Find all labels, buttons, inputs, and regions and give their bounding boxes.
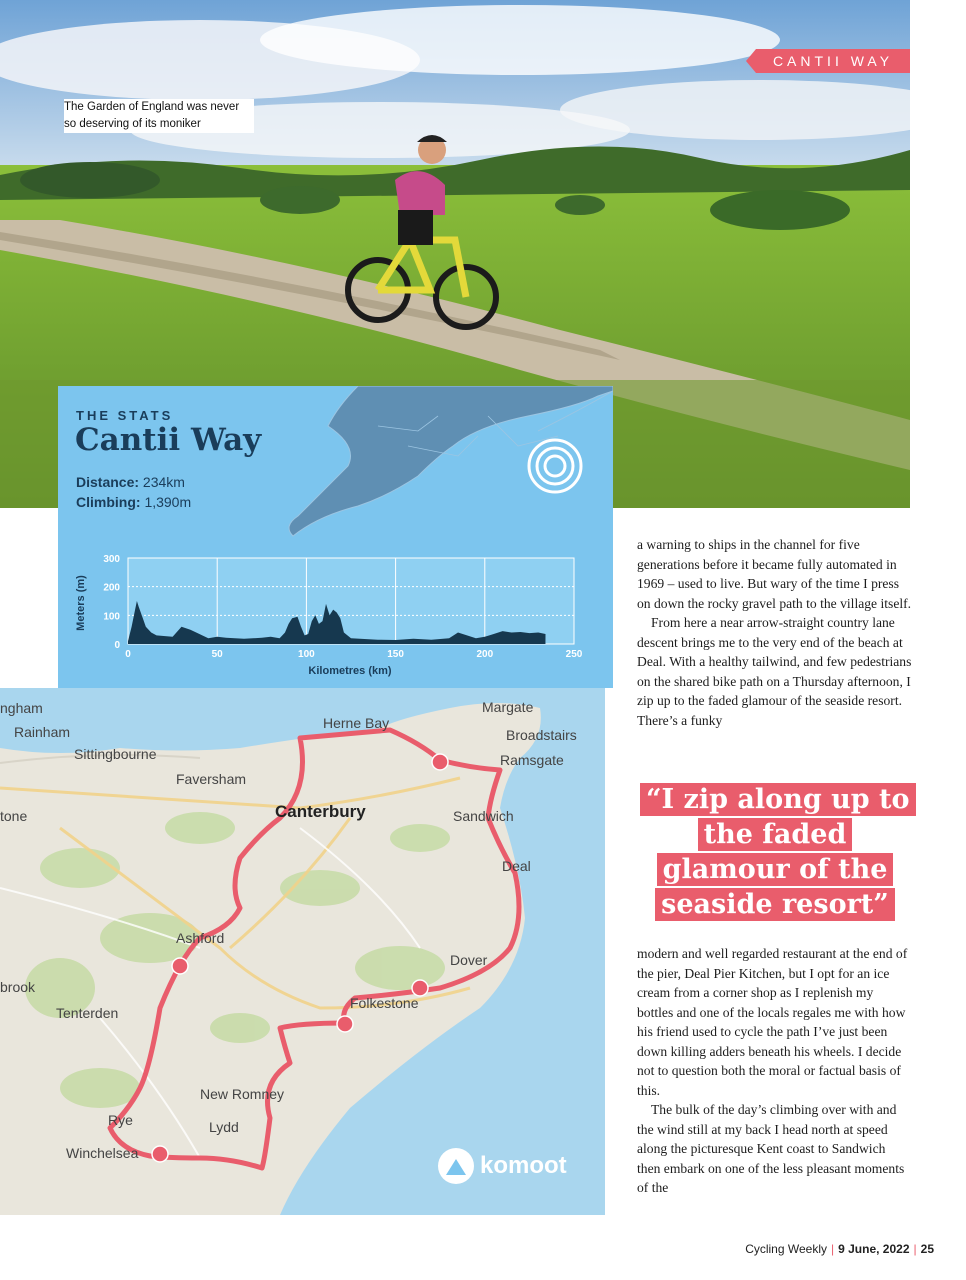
map-label-sittingbourne: Sittingbourne [74, 746, 157, 762]
elevation-x-tick-label: 250 [565, 649, 583, 660]
elevation-y-tick-label: 200 [103, 582, 120, 594]
map-label-canterbury: Canterbury [275, 802, 366, 821]
distance-value: 234km [142, 474, 185, 490]
article-paragraph: a warning to ships in the channel for five generations before it became fully automated in 1969 – used to live. But wary of the time I press on down the rocky gravel path to the village itself. [637, 537, 912, 611]
map-label-ashford: Ashford [176, 930, 225, 946]
elevation-y-tick-label: 0 [114, 640, 120, 651]
komoot-mountain-icon [438, 1148, 474, 1184]
komoot-logo [438, 1148, 567, 1184]
article-column-top [637, 535, 912, 730]
map-label-folkestone: Folkestone [350, 995, 419, 1011]
komoot-wordmark: komoot [480, 1152, 567, 1179]
map-label-margate: Margate [482, 699, 534, 715]
elevation-x-tick-label: 150 [387, 649, 404, 660]
pull-quote [640, 782, 910, 922]
map-label-ramsgate: Ramsgate [500, 752, 564, 768]
route-map [0, 688, 605, 1215]
elevation-grid [128, 558, 574, 644]
footer-page-number: 25 [920, 1242, 934, 1256]
map-label-deal: Deal [502, 858, 531, 874]
elevation-chart [58, 386, 613, 688]
elevation-plot-area [128, 558, 574, 644]
stats-panel [58, 386, 613, 688]
map-label-gillingham: ngham [0, 700, 43, 716]
section-tag: CANTII WAY [756, 49, 910, 73]
elevation-y-label: Meters (m) [75, 575, 87, 631]
article-column-bottom [637, 944, 912, 1198]
map-label-faversham: Faversham [176, 771, 247, 787]
article-paragraph: The bulk of the day’s climbing over with and the wind still at my back I head north at speed along the picturesque Kent coast to Sandwich then embark on one of the less pleasant moments of the [637, 1102, 905, 1195]
map-label-maidstone: tone [0, 808, 28, 824]
map-label-broadstairs: Broadstairs [506, 727, 577, 743]
map-label-herne-bay: Herne Bay [323, 715, 390, 731]
elevation-x-tick-label: 50 [211, 649, 223, 660]
footer-publication: Cycling Weekly [745, 1242, 827, 1256]
article-paragraph: From here a near arrow-straight country lane descent brings me to the very end of the beach at Deal. With a healthy tailwind, and few pedestrians on the shared bike path on a Thursday afternoon, I zip up to the faded glamour of the seaside resort. There’s a funky [637, 615, 912, 728]
footer-date: 9 June, 2022 [838, 1242, 910, 1256]
map-label-winchelsea: Winchelsea [66, 1145, 139, 1161]
article-paragraph: modern and well regarded restaurant at the end of the pier, Deal Pier Kitchen, but I opt for an ice cream from a corner shop as I replenish my bottles and one of the locals regales me with how his friend used to cycle the path I’ve just been down killing adders beneath his wheels. I decide not to question both the moral or factual basis of this. [637, 946, 908, 1098]
map-label-cranbrook: brook [0, 979, 36, 995]
map-label-lydd: Lydd [209, 1119, 239, 1135]
climbing-label: Climbing: [76, 494, 141, 510]
map-label-rye: Rye [108, 1112, 133, 1128]
elevation-x-tick-label: 0 [125, 649, 131, 660]
route-map-svg [0, 688, 605, 1215]
elevation-y-tick-label: 300 [103, 554, 120, 565]
distance-label: Distance: [76, 474, 140, 490]
pull-quote-text: “I zip along up to the faded glamour of the seaside resort” [640, 783, 916, 921]
map-label-dover: Dover [450, 952, 488, 968]
elevation-x-tick-label: 200 [476, 649, 494, 660]
stats-kicker: THE STATS [76, 408, 174, 423]
map-label-sandwich: Sandwich [453, 808, 514, 824]
stats-title: Cantii Way [75, 422, 262, 458]
photo-caption-text: The Garden of England was never so deserving of its moniker [64, 101, 240, 130]
climbing-value: 1,390m [144, 494, 192, 510]
map-label-tenterden: Tenterden [56, 1005, 119, 1021]
map-label-rainham: Rainham [14, 724, 71, 740]
elevation-y-tick-label: 100 [103, 611, 120, 623]
page-footer: Cycling Weekly | 9 June, 2022 | 25 [745, 1242, 934, 1256]
photo-caption [64, 99, 254, 133]
map-label-new-romney: New Romney [200, 1086, 285, 1102]
elevation-x-tick-label: 100 [298, 649, 315, 660]
elevation-x-label: Kilometres (km) [308, 665, 392, 677]
